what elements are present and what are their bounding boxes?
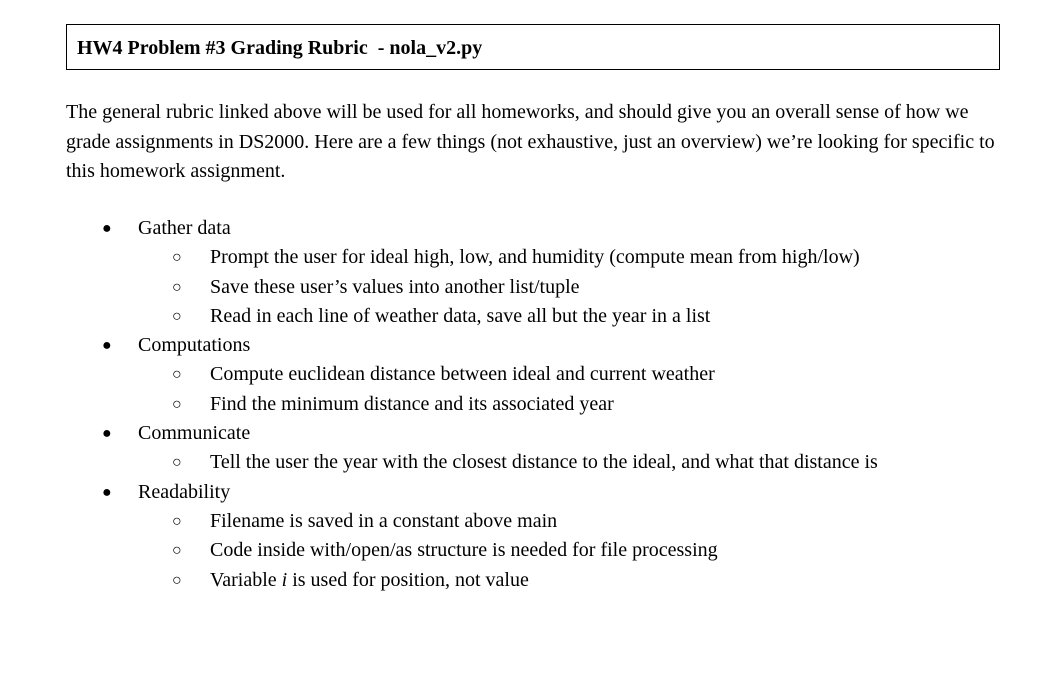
- list-item-text: Read in each line of weather data, save all but the year in a list: [210, 304, 711, 327]
- list-item-text: [210, 566, 529, 595]
- hollow-bullet-icon: ○: [172, 512, 182, 530]
- bullet-icon: ●: [102, 220, 112, 237]
- section-label: Computations: [138, 334, 251, 357]
- hollow-bullet-icon: ○: [172, 278, 182, 296]
- hollow-bullet-icon: ○: [172, 454, 182, 472]
- hollow-bullet-icon: ○: [172, 307, 182, 325]
- section-label: Gather data: [138, 217, 231, 239]
- sub-list: [0, 360, 1048, 419]
- rubric-section-communicate: [0, 419, 1048, 478]
- list-item: [0, 390, 1048, 419]
- rubric-list: [0, 214, 1048, 595]
- list-item-text: Find the minimum distance and its associated year: [210, 392, 614, 415]
- list-item: [0, 536, 1048, 565]
- list-item: [0, 507, 1048, 536]
- hollow-bullet-icon: ○: [172, 366, 182, 384]
- list-item: [0, 302, 1048, 331]
- hollow-bullet-icon: ○: [172, 249, 182, 267]
- rubric-section-gather-data: [0, 214, 1048, 331]
- section-label: Readability: [138, 480, 231, 503]
- text-after-variable: is used for position, not value: [287, 568, 529, 591]
- hollow-bullet-icon: ○: [172, 542, 182, 560]
- variable-name: i: [281, 568, 288, 591]
- hollow-bullet-icon: ○: [172, 571, 182, 589]
- list-item-text: Filename is saved in a constant above main: [210, 509, 558, 532]
- rubric-section-readability: [0, 478, 1048, 595]
- title-box: [66, 24, 1000, 70]
- bullet-icon: ●: [102, 337, 112, 355]
- sub-list: [0, 243, 1048, 331]
- list-item-text: Tell the user the year with the closest distance to the ideal, and what that distance is: [210, 451, 878, 474]
- list-item: [0, 448, 1048, 477]
- text-before-variable: Variable: [210, 568, 282, 591]
- rubric-section-computations: [0, 331, 1048, 419]
- section-label: Communicate: [138, 422, 251, 445]
- hollow-bullet-icon: ○: [172, 395, 182, 413]
- sub-list: [0, 448, 1048, 477]
- list-item-text: Compute euclidean distance between ideal and current weather: [210, 363, 715, 386]
- bullet-icon: ●: [102, 425, 112, 443]
- list-item: [0, 566, 1048, 595]
- intro-paragraph: The general rubric linked above will be used for all homeworks, and should give you an overall sense of how we grade assignments in DS2000. Here are a few things (not exhaustive, just an overview) we’re looking for specific to this homework assignment.: [66, 101, 995, 182]
- list-item-text: Save these user’s values into another list/tuple: [210, 275, 580, 298]
- list-item: [0, 273, 1048, 302]
- list-item-text: Code inside with/open/as structure is needed for file processing: [210, 539, 718, 562]
- list-item: [0, 243, 1048, 272]
- bullet-icon: ●: [102, 483, 112, 501]
- document-title: HW4 Problem #3 Grading Rubric - nola_v2.py: [77, 37, 483, 59]
- list-item: [0, 360, 1048, 389]
- list-item-text: Prompt the user for ideal high, low, and humidity (compute mean from high/low): [210, 246, 860, 269]
- sub-list: [0, 507, 1048, 595]
